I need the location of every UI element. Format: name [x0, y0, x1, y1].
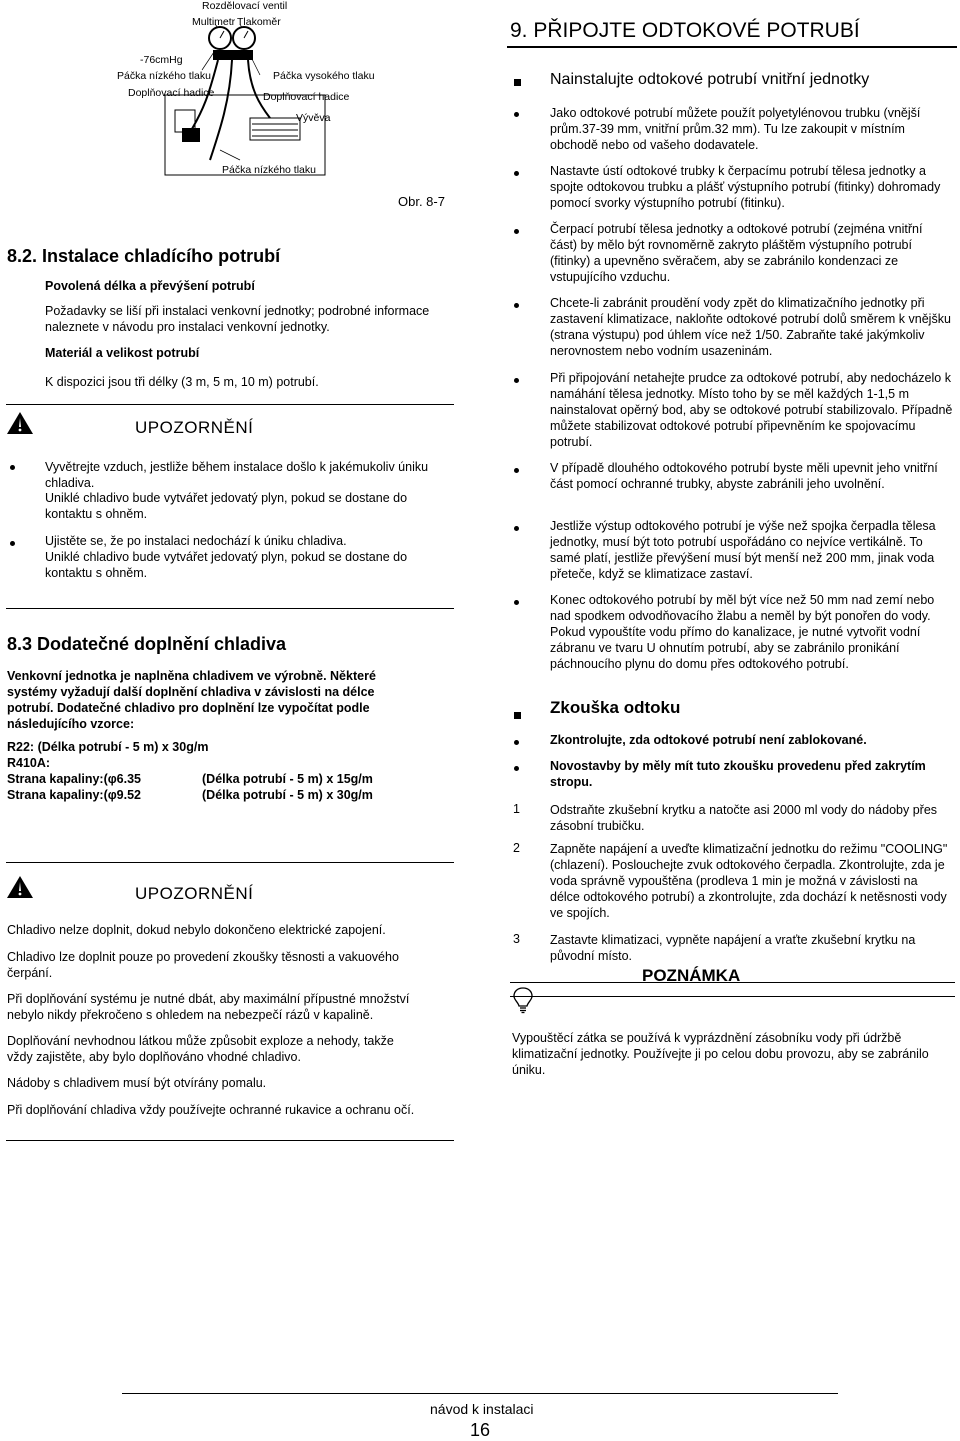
right-bullet-3: Čerpací potrubí tělesa jednotky a odtokové potrubí (zejména vnitřní část) by mělo být rovnoměrně zakryto pláštěm výstupního potrubí (fitinky) a upevněno svěračem, aby se zabránilo kondenzaci ze vstupujícího vzduchu. [550, 222, 923, 284]
heading-square-icon [514, 712, 521, 719]
heading-square-icon [514, 79, 521, 86]
bullet-2 [514, 171, 519, 176]
check-bullet-2 [514, 766, 519, 771]
warning1-item1b: Uniklé chladivo bude vytvářet jedovatý plyn, pokud se dostane do kontaktu s ohněm. [45, 491, 408, 521]
bullet-6 [514, 468, 519, 473]
right-bullet-8: Konec odtokového potrubí by měl být více než 50 mm nad zemí nebo nad spodkem odvodňovacího žlabu a neměl by být ponořen do vody. Pokud vypouštíte vodu přímo do kanalizace, je nutné vytvořit vodní zábranu ve tvaru U ohnutím potrubí, aby se zabránilo pronikání páchnoucího plynu do domu přes odtokového potrubí. [550, 593, 935, 671]
check-item-2: Novostavby by měly mít tuto zkoušku provedenu před zakrytím stropu. [550, 759, 926, 789]
right-bullet-5: Při připojování netahejte prudce za odtokové potrubí, aby nedocházelo k namáhání tělesa jednotky. Místo toho by se měl každých 1-1,5 m nainstalovat opěrný bod, aby se odtokové potrubí stabilizovalo. Případně můžete stabilizovat odtokové potrubí připevněním ke spojovacímu potrubí. [550, 371, 953, 449]
check-item-1: Zkontrolujte, zda odtokové potrubí není zablokované. [550, 733, 867, 747]
figure-caption: Obr. 8-7 [398, 194, 445, 209]
formula-row1-left: Strana kapaliny:(φ6.35 [7, 772, 141, 786]
step-1-text: Odstraňte zkušební krytku a natočte asi 2000 ml vody do nádoby přes zásobní trubičku. [550, 803, 938, 833]
warning1-title: UPOZORNĚNÍ [135, 418, 254, 437]
label-packa-nizkeho-1: Páčka nízkého tlaku [117, 70, 211, 82]
figure-refrigerant-gauge [110, 0, 455, 215]
label-packa-nizkeho-2: Páčka nízkého tlaku [222, 164, 316, 176]
section-8-3-title: 8.3 Dodatečné doplnění chladiva [7, 634, 287, 654]
lightbulb-icon [512, 986, 534, 1014]
footer-rule [122, 1393, 838, 1394]
bullet-3 [514, 229, 519, 234]
warning-triangle-icon [6, 410, 34, 436]
section-8-2-title: 8.2. Instalace chladícího potrubí [7, 246, 281, 266]
warning2-para3: Při doplňování systému je nutné dbát, aby maximální přípustné množství nebylo nikdy překročeno s ohledem na nebezpečí rázů v kapalině. [7, 992, 410, 1022]
formula-r410a: R410A: [7, 756, 51, 770]
label-minus76: -76cmHg [140, 54, 183, 66]
warning1-item2b: Uniklé chladivo bude vytvářet jedovatý plyn, pokud se dostane do kontaktu s ohněm. [45, 550, 408, 580]
step-2-number: 2 [513, 841, 520, 855]
warning2-para1: Chladivo nelze doplnit, dokud nebylo dokončeno elektrické zapojení. [7, 923, 386, 937]
warning1-bullet-2 [10, 541, 15, 546]
manifold-diagram [110, 0, 455, 215]
label-packa-vysokeho: Páčka vysokého tlaku [273, 70, 375, 82]
formula-row1-right: (Délka potrubí - 5 m) x 15g/m [202, 772, 373, 786]
right-bullet-2: Nastavte ústí odtokové trubky k čerpacímu potrubí tělesa jednotky a spojte odtokovou trubku a plášť výstupního potrubí (fitinky) dohromady pomocí svorky výstupního potrubí (fitinku). [550, 164, 941, 210]
right-bullet-7: Jestliže výstup odtokového potrubí je výše než spojka čerpadla tělesa jednotky, musí být toto potrubí uspořádáno co nejvíce vertikálně. To samé platí, jestliže převýšení musí být menší než 200 mm, jinak voda přeteče, když se klimatizace zastaví. [550, 519, 936, 581]
formula-row2-left: Strana kapaliny:(φ9.52 [7, 788, 141, 802]
right-bullet-6: V případě dlouhého odtokového potrubí byste měli upevnit jeho vnitřní část pomocí ochranné trubky, abyste zabránili jeho uvolnění. [550, 461, 938, 491]
section-9-title: 9. PŘIPOJTE ODTOKOVÉ POTRUBÍ [510, 19, 860, 42]
warning2-title: UPOZORNĚNÍ [135, 884, 254, 903]
note-title: POZNÁMKA [642, 966, 741, 985]
section-8-2-sub2: Materiál a velikost potrubí [45, 346, 200, 360]
section-8-3-intro: Venkovní jednotka je naplněna chladivem ve výrobně. Některé systémy vyžadují další doplnění chladiva v závislosti na délce potrubí. Dodatečné chladivo pro doplnění lze vypočítat podle následujícího vzorce: [7, 669, 376, 731]
label-doplnovaci-1: Doplňovací hadice [128, 87, 215, 99]
note-text: Vypouštěcí zátka se používá k vyprázdnění zásobníku vody při údržbě klimatizační jednotky. Používejte ji po celou dobu provozu, aby se zabránilo úniku. [512, 1031, 929, 1077]
bullet-8 [514, 600, 519, 605]
label-multimetr: Multimetr [192, 16, 236, 28]
formula-r22: R22: (Délka potrubí - 5 m) x 30g/m [7, 740, 209, 754]
formula-row2-right: (Délka potrubí - 5 m) x 30g/m [202, 788, 373, 802]
warning2-para5: Nádoby s chladivem musí být otvírány pomalu. [7, 1076, 267, 1090]
footer-label: návod k instalaci [430, 1401, 534, 1417]
label-rozdelovaci-ventil: Rozdělovací ventil [202, 0, 288, 12]
section-8-2-para1: Požadavky se liší při instalaci venkovní jednotky; podrobné informace naleznete v návodu pro instalaci venkovní jednotky. [45, 304, 430, 334]
warning2-top-rule [6, 862, 454, 863]
bullet-5 [514, 378, 519, 383]
warning1-bottom-rule [6, 608, 454, 609]
bullet-4 [514, 303, 519, 308]
warning2-para2: Chladivo lze doplnit pouze po provedení zkoušky těsnosti a vakuového čerpání. [7, 950, 399, 980]
step-2-text: Zapněte napájení a uveďte klimatizační jednotku do režimu "COOLING" (chlazení). Poslouchejte zvuk odtokového čerpadla. Zkontrolujte, zda je voda správně vypouštěna (prodleva 1 min je možná v závislosti na délce odtokového potrubí) a zkontrolujte, zda dochází k netěsnosti vody ve spojích. [550, 842, 948, 920]
step-3-text: Zastavte klimatizaci, vypněte napájení a vraťte zkušební krytku na původní místo. [550, 933, 916, 963]
section-9-rule [507, 46, 957, 48]
bullet-1 [514, 112, 519, 117]
warning1-item2: Ujistěte se, že po instalaci nedochází k úniku chladiva. [45, 534, 347, 548]
warning1-top-rule [6, 404, 454, 405]
label-vyveva: Vývěva [296, 112, 331, 124]
warning2-para4: Doplňování nevhodnou látkou může způsobit exploze a nehody, takže vždy zajistěte, aby bylo doplňováno vhodné chladivo. [7, 1034, 394, 1064]
heading-zkouska-odtoku: Zkouška odtoku [550, 698, 681, 717]
label-tlakomer: Tlakoměr [237, 16, 281, 28]
warning2-para6: Při doplňování chladiva vždy používejte ochranné rukavice a ochranu očí. [7, 1103, 415, 1117]
label-doplnovaci-2: Doplňovací hadice [263, 91, 350, 103]
note-mid-rule [510, 996, 955, 997]
right-bullet-4: Chcete-li zabránit proudění vody zpět do klimatizačního jednotky při zastavení klimatizace, nakloňte odtokové potrubí dolů směrem k vnějšku (strana výstupu) pod úhlem více než 1/50. Zabraňte také jakýmkoliv nerovnostem nebo vodním usazeninám. [550, 296, 951, 358]
step-3-number: 3 [513, 932, 520, 946]
heading-odtok-install: Nainstalujte odtokové potrubí vnitřní jednotky [550, 71, 870, 88]
section-8-2-sub1: Povolená délka a převýšení potrubí [45, 279, 255, 293]
section-8-2-para2: K dispozici jsou tři délky (3 m, 5 m, 10 m) potrubí. [45, 375, 319, 389]
check-bullet-1 [514, 740, 519, 745]
bullet-7 [514, 526, 519, 531]
step-1-number: 1 [513, 802, 520, 816]
page-number: 16 [470, 1420, 491, 1440]
warning2-bottom-rule [6, 1140, 454, 1141]
warning1-bullet-1 [10, 465, 15, 470]
warning-triangle-icon [6, 874, 34, 900]
right-bullet-1: Jako odtokové potrubí můžete použít polyetylénovou trubku (vnější prům.37-39 mm, vnitřní prům.32 mm). Tu lze zakoupit v místním obchodě nebo od vašeho dodavatele. [550, 106, 921, 152]
warning1-item1: Vyvětrejte vzduch, jestliže během instalace došlo k jakémukoliv úniku chladiva. [45, 460, 429, 490]
